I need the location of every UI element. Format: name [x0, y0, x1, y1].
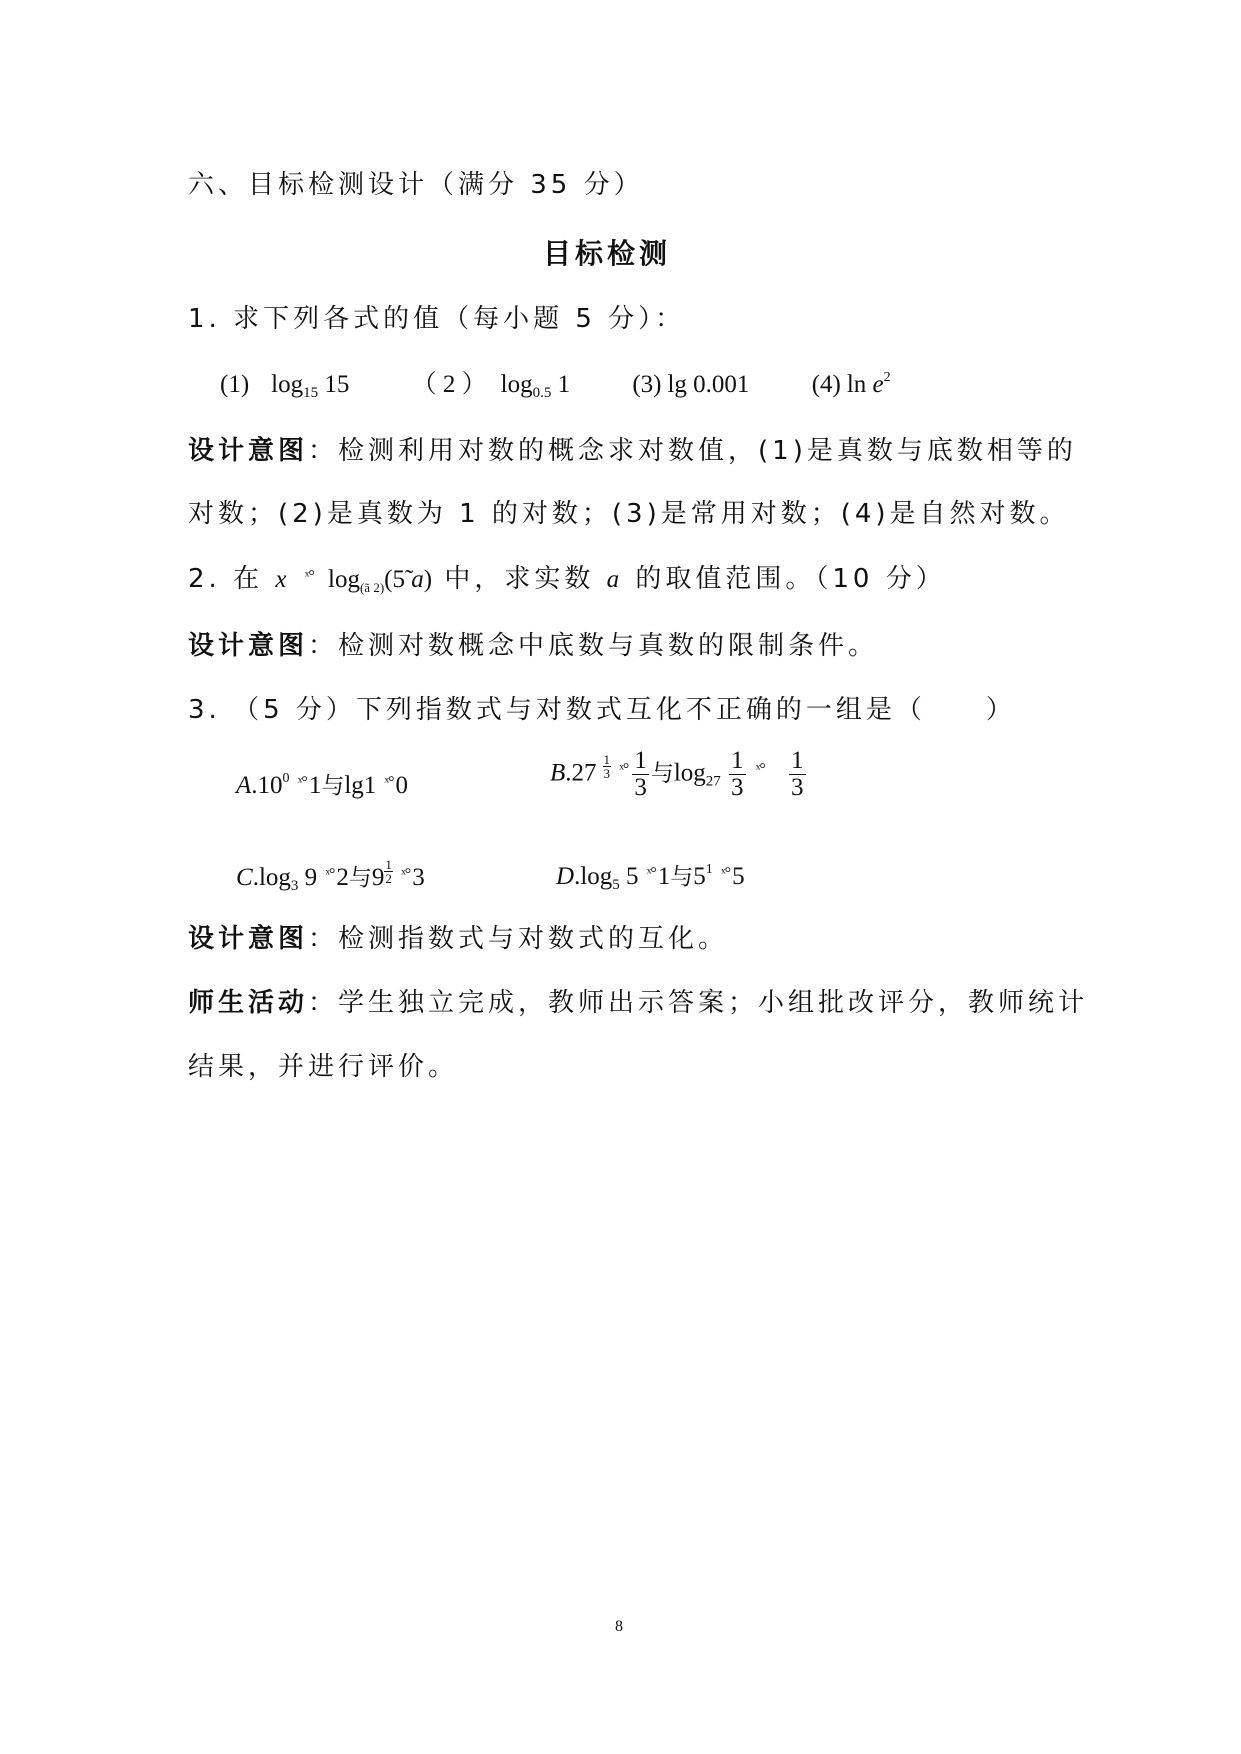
doc-title: 目标检测	[543, 237, 672, 270]
q1-item-3: (3) lg 0.001	[632, 371, 750, 398]
q3-intent: 设计意图：检测指数式与对数式的互化。	[188, 924, 729, 954]
intent-label: 设计意图	[188, 924, 309, 954]
intent-label: 设计意图	[188, 436, 309, 466]
q3-option-d: $D.\log_5$ 5 $^{ˣ^\circ}$1与$5^1$ $^{ˣ^\circ}$5	[556, 862, 745, 893]
q1-item-1: (1) $\log_{15} 15$	[220, 371, 350, 401]
q1-prompt: 1. 求下列各式的值（每小题 5 分）：	[188, 304, 686, 334]
q1-item-2: （ 2 ） $\log_{0.5} 1$	[411, 371, 571, 401]
q2-intent: 设计意图：检测对数概念中底数与真数的限制条件。	[188, 631, 879, 661]
q3-option-c: $C.\log_3$ 9 $^{ˣ^\circ}$2与9 $\frac{1}{2}$ $^{ˣ^\circ}$3	[236, 857, 425, 894]
activity-line2: 结果，并进行评价。	[188, 1052, 459, 1082]
activity-label: 师生活动	[188, 988, 309, 1018]
q3-option-b: B.27 $\frac{1}{3}$ $^{ˣ^\circ}$ $\frac{1}{3}$ 与$\log_{27}$ $\frac{1}{3}$ $^{ˣ^\circ}$ $\frac{1}{3}$	[550, 747, 804, 802]
q1-intent-line1: 设计意图：检测利用对数的概念求对数值，(1)是真数与底数相等的	[188, 436, 1077, 466]
q1-item-4: (4) $\ln e^2$	[811, 370, 891, 398]
q1-items	[220, 364, 891, 400]
page-number: 8	[615, 1618, 623, 1635]
q3-option-a: $A.10^0$ $^{ˣ^\circ}$1与lg1 $^{ˣ^\circ}$0	[236, 771, 409, 799]
intent-label: 设计意图	[188, 631, 309, 661]
q1-intent-line2: 对数；(2)是真数为 1 的对数；(3)是常用对数；(4)是自然对数。	[188, 499, 1070, 529]
activity-line1: 师生活动：学生独立完成，教师出示答案；小组批改评分，教师统计	[188, 988, 1089, 1018]
q3-prompt: 3. （5 分）下列指数式与对数式互化不正确的一组是（ ）	[188, 695, 1016, 725]
section-heading: 六、目标检测设计（满分 35 分）	[188, 170, 644, 200]
q2-prompt: 2. 在 x $^{ˣ^\circ}$ $\log_{(ã 2)}(5̃$ a) 中，求实数 a 的取值范围。（10 分）	[188, 564, 946, 595]
